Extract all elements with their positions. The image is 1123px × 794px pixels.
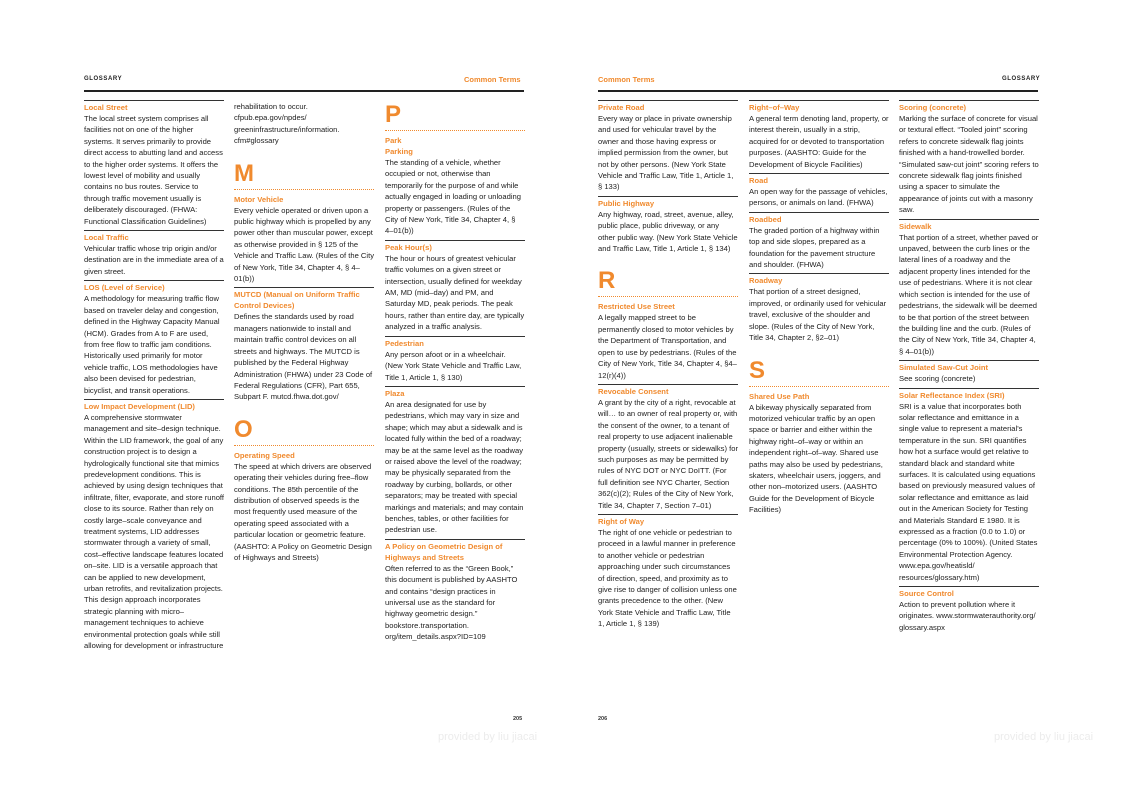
term-definition: The right of one vehicle or pedestrian to proceed in a lawful manner in preference to another vehicle or pedestrian approaching under such circumstances of direction, speed, and proximity as to give rise to danger of collision unless one grants precedence to the other. (New York State Vehicle and Traffic Law, Title 1, Article 1, § 139) [598,527,737,629]
term-title: A Policy on Geometric Design of Highways and Streets [385,541,503,562]
glossary-entry [749,390,889,516]
running-head: GLOSSARY [1002,76,1041,82]
term-title: Roadway [749,276,783,286]
term-title: Pedestrian [385,338,424,348]
term-title: Sidewalk [899,221,932,231]
term-definition: The speed at which drivers are observed operating their vehicles during free–flow conditions. The 85th percentile of the distribution of observed speeds is the most frequently used measure of the operating speed associated with a particular location or geometric feature. (AASHTO: A Policy on Geometric Design of Highways and Streets) [234,461,372,562]
term-definition: A methodology for measuring traffic flow based on traveler delay and congestion, defined in the Highway Capacity Manual (HCM). Grades from A to F are used, from free flow to traffic jam conditions. Historically used primarily for motor vehicle traffic, LOS methodologies have also been devised for pedestrian, bicyclist, and transit operations. [84,294,220,395]
term-definition: Action to prevent pollution where it originates. www.stormwaterauthority.org/ glossary.aspx [899,600,1036,632]
glossary-entry [234,287,374,402]
letter-heading-r: R [598,268,738,297]
left-page [0,0,561,794]
glossary-column-3 [385,88,525,646]
glossary-entry [385,539,525,643]
term-definition: Marking the surface of concrete for visual or textural effect. “Tooled joint” scoring refers to concrete sidewalk flag joints finished with a hand-trowelled border. “Simulated saw-cut joint” scoring refers to concrete sidewalk flag joints finished using a spacer to simulate the appearance of joints cut with a masonry saw. [899,114,1039,215]
term-title: Road [749,176,768,186]
letter-heading-p: P [385,102,525,131]
term-title: Restricted Use Street [598,302,675,312]
glossary-entry [84,230,224,277]
running-head: GLOSSARY [84,76,123,82]
page-number: 205 [513,716,523,722]
glossary-entry [598,196,738,255]
term-definition: SRI is a value that incorporates both solar reflectance and emittance in a single value to represent a material's temperature in the sun. SRI quantifies how hot a surface would get relative to standard black and standard white surfaces. It is calculated using equations based on previously measured values of solar reflectance and emittance as laid out in the American Society for Testing and Materials Standard E 1980. It is expressed as a fraction (0.0 to 1.0) or percentage (0% to 100%). (United States Environmental Protection Agency. www.epa.gov/heatisld/ resources/glossary.htm) [899,401,1038,582]
glossary-entry [749,173,889,209]
glossary-entry [749,100,889,170]
term-title: Public Highway [598,198,655,208]
glossary-entry [899,586,1039,633]
glossary-column-6 [899,100,1039,636]
glossary-column-4 [598,100,738,633]
glossary-column-1 [84,100,224,654]
continued-definition: rehabilitation to occur. cfpub.epa.gov/npdes/ greeninfrastructure/information. cfm#glossary [234,102,340,146]
term-title: Operating Speed [234,450,295,460]
glossary-entry [598,514,738,630]
term-title: Plaza [385,388,405,398]
term-title: Park Parking [385,136,413,156]
term-title: Right of Way [598,516,645,526]
glossary-column-2 [234,101,374,566]
glossary-entry [234,193,374,285]
term-definition: A bikeway physically separated from motorized vehicular traffic by an open space or barrier and either within the highway right–of–way or within an independent right–of–way. Shared use paths may also be used by pedestrians, skaters, wheelchair users, joggers, and other non–motorized users. (AASHTO Guide for the Development of Bicycle Facilities) [749,402,883,515]
term-title: Motor Vehicle [234,194,284,204]
letter-heading-m: M [234,161,374,190]
glossary-entry [598,300,738,380]
glossary-entry [899,219,1039,357]
header-rule [598,90,1038,92]
term-definition: See scoring (concrete) [899,374,976,384]
term-definition: Any person afoot or in a wheelchair. (New York State Vehicle and Traffic Law, Title 1, Article 1, § 130) [385,349,522,382]
glossary-entry [385,134,525,237]
term-definition: Every vehicle operated or driven upon a public highway which is propelled by any power other than muscular power, except as otherwise provided in § 125 of the Vehicle and Traffic Law. (Rules of the City of New York, Title 34, Chapter 4, § 4–01(b)) [234,205,374,284]
term-definition: Every way or place in private ownership and used for vehicular travel by the owner and those having express or implied permission from the owner, but not by other persons. (New York State Vehicle and Traffic Law, Title 1, Article 1, § 133) [598,114,734,192]
right-page [562,0,1123,794]
glossary-entry [749,273,889,343]
glossary-entry [899,360,1039,384]
term-definition: The standing of a vehicle, whether occupied or not, otherwise than temporarily for the purpose of and while actually engaged in loading or unloading property or passengers. (Rules of the City of New York, Title 34, Chapter 4, § 4–01(b)) [385,158,521,236]
glossary-entry [84,280,224,396]
term-definition: An open way for the passage of vehicles, persons, or animals on land. (FHWA) [749,187,888,208]
letter-heading-o: O [234,417,374,446]
glossary-entry [598,384,738,511]
term-title: Scoring (concrete) [899,103,967,112]
watermark: provided by liu jiacai [994,731,1094,743]
section-label: Common Terms [464,75,521,84]
glossary-entry [749,212,889,271]
term-definition: A legally mapped street to be permanently closed to motor vehicles by the Department of Transportation, and open to use by pedestrians. (Rules of the City of New York, Title 34, Chapter 4, §4–12(r)(4)) [598,313,737,380]
term-title: LOS (Level of Service) [84,283,165,293]
page-number: 206 [598,716,608,722]
term-title: Shared Use Path [749,391,810,401]
term-definition: Defines the standards used by road managers nationwide to install and maintain traffic control devices on all streets and highways. The MUTCD is published by the Federal Highway Administration (FHWA) under 23 Code of Federal Regulations (CFR), Part 655, Subpart F. mutcd.fhwa.dot.gov/ [234,312,373,402]
glossary-entry [84,399,224,652]
section-label: Common Terms [598,75,655,84]
term-definition: Any highway, road, street, avenue, alley, public place, public driveway, or any other public way. (New York State Vehicle and Traffic Law, Title 1, Article 1, § 134) [598,209,738,254]
term-title: Peak Hour(s) [385,242,432,252]
term-definition: The graded portion of a highway within top and side slopes, prepared as a foundation for the pavement structure and shoulder. (FHWA) [749,225,880,270]
glossary-entry [234,449,374,564]
glossary-entry [385,240,525,333]
term-definition: A grant by the city of a right, revocable at will… to an owner of real property or, with the consent of the owner, to a tenant of real property to use adjacent inalienable property (usually, streets or sidewalks) for such purposes as may be permitted by rules of NYC DOT or NYC DoITT. (For full definition see NYC Charter, Section 362(c)(2); Rules of the City of New York, Title 34, Chapter 7, Section 7–01) [598,397,738,510]
glossary-entry [385,386,525,536]
term-definition: A comprehensive stormwater management and site–design technique. Within the LID framework, the goal of any construction project is to design a hydrologically functional site that mimics predevelopment conditions. This is achieved by using design techniques that infiltrate, filter, evaporate, and store runoff close to its source. Rather than rely on costly large–scale conveyance and treatment systems, LID addresses stormwater through a variety of small, cost–effective landscape features located on–site. LID is a versatile approach that can be applied to new development, urban retrofits, and revitalization projects. This design approach incorporates strategic planning with micro–management techniques to achieve environmental protection goals while still allowing for development or infrastructure [84,412,225,651]
term-title: Solar Reflectance Index (SRI) [899,390,1005,400]
term-definition: A general term denoting land, property, or interest therein, usually in a strip, acquired for or devoted to transportation purposes. (AASHTO: Guide for the Development of Bicycle Facilities) [749,114,889,169]
term-definition: An area designated for use by pedestrians, which may vary in size and shape; which may abut a sidewalk and is located fully within the bed of a roadway; may be at the same level as the roadway or raised above the level of the roadway; may be physically separated from the roadway by curbing, bollards, or other separators; may be treated with special markings and materials; and may contain benches, tables, or other facilities for pedestrian use. [385,399,524,535]
term-definition: That portion of a street, whether paved or unpaved, between the curb lines or the lateral lines of a roadway and the adjacent property lines intended for the use of pedestrians. Where it is not clear which section is intended for the use of pedestrians, the sidewalk will be deemed to be that portion of the street between the building line and the curb. (Rules of the City of New York, Title 34, Chapter 4, § 4–01(b)) [899,232,1039,356]
term-title: Local Street [84,103,128,112]
term-definition: The hour or hours of greatest vehicular traffic volumes on a given street or intersection, usually defined for weekday AM, MD (mid–day) and PM, and Saturday MD, peak periods. The peak hours, rather than entire day, are typically analyzed in a traffic analysis. [385,253,525,332]
glossary-entry [899,388,1039,584]
term-title: Simulated Saw-Cut Joint [899,363,989,373]
term-definition: That portion of a street designed, improved, or ordinarily used for vehicular travel, exclusive of the shoulder and slope. (Rules of the City of New York, Title 34, Chapter 2, §2–01) [749,287,887,343]
term-title: Low Impact Development (LID) [84,401,195,411]
term-title: Local Traffic [84,233,129,243]
term-title: Private Road [598,103,645,112]
glossary-entry [385,336,525,383]
term-title: MUTCD (Manual on Uniform Traffic Control Devices) [234,290,360,311]
letter-heading-s: S [749,358,889,387]
term-title: Source Control [899,589,954,599]
term-title: Right–of–Way [749,103,800,112]
glossary-column-5 [749,100,889,519]
term-definition: Often referred to as the “Green Book,” this document is published by AASHTO and contains “design practices in universal use as the standard for highway geometric design.” bookstore.transportation. org/item_details.aspx?ID=109 [385,563,518,642]
term-definition: Vehicular traffic whose trip origin and/or destination are in the immediate area of a given street. [84,244,224,276]
term-title: Revocable Consent [598,386,669,396]
watermark: provided by liu jiacai [438,731,538,743]
term-title: Roadbed [749,214,782,224]
glossary-entry [84,100,224,227]
glossary-entry [598,100,738,193]
term-definition: The local street system comprises all facilities not on one of the higher systems. It serves primarily to provide direct access to abutting land and access to the higher order systems. It offers the lowest level of mobility and usually contains no bus routes. Service to through traffic movement usually is deliberately discouraged. (FHWA: Functional Classification Guidelines) [84,114,223,226]
glossary-entry [899,100,1039,216]
